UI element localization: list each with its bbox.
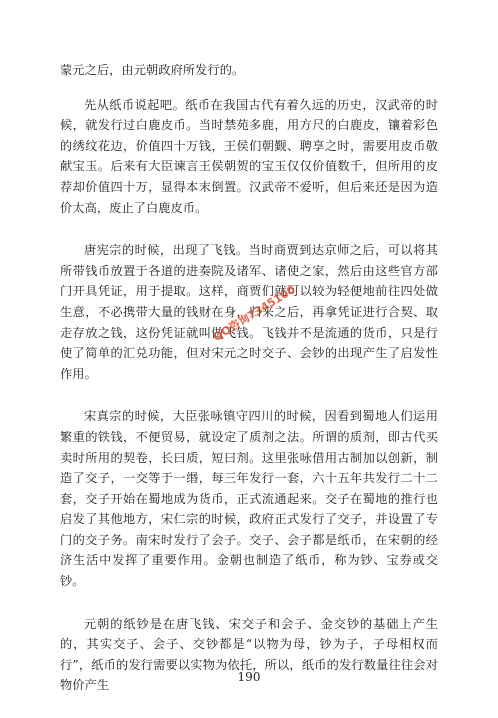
- paragraph-paper-money: 先从纸币说起吧。纸币在我国古代有着久远的历史，汉武帝的时候，就发行过白鹿皮币。当时禁苑多鹿，用方尺的白鹿皮，镶着彩色的绣纹花边，价值四十万钱，王侯们朝觐、聘享之时，需要用皮币敬献宝玉。后来有大臣谏言王侯朝贺的宝玉仅仅价值数千，但所用的皮荐却价值四十万，显得本末倒置。汉武帝不爱听，但后来还是因为造价太高，废止了白鹿皮币。: [60, 97, 438, 215]
- paragraph-continuation: 蒙元之后，由元朝政府所发行的。: [60, 63, 245, 77]
- paragraph-yuan-notes: 元朝的纸钞是在唐飞钱、宋交子和会子、金交钞的基础上产生的，其实交子、会子、交钞都是“以物为母，钞为子，子母相权而行”，纸币的发行需要以实物为依托，所以，纸币的发行数量往往会对物价产生: [60, 616, 438, 693]
- body-text: [60, 60, 438, 718]
- watermark-stamp: QQ咨询7345100: [210, 282, 298, 344]
- page-number: 190: [237, 670, 261, 684]
- paragraph-flying-money: 唐宪宗的时候，出现了飞钱。当时商贾到达京师之后，可以将其所带钱币放置于各道的进奏院及诸军、诸使之家，然后由这些官方部门开具凭证，用于提取。这样，商贾们就可以较为轻便地前往四处做生意，不必携带大量的钱财在身，归来之后，再拿凭证进行合契、取走存放之钱，这份凭证就叫做飞钱。飞钱并不是流通的货币，只是行使了简单的汇兑功能，但对宋元之时交子、会钞的出现产生了启发性作用。: [60, 243, 438, 381]
- paragraph-jiaozi: 宋真宗的时候，大臣张咏镇守四川的时候，因看到蜀地人们运用繁重的铁钱，不便贸易，就设定了质剂之法。所谓的质剂，即古代买卖时所用的契卷，长曰质，短曰剂。这里张咏借用古制加以创新，制造了交子，一交等于一缗，每三年发行一套，六十五年共发行二十二套，交子开始在蜀地成为货币，正式流通起来。交子在蜀地的推行也启发了其他地方，宋仁宗的时候，政府正式发行了交子，并设置了专门的交子务。南宋时发行了会子。交子、会子都是纸币，在宋朝的经济生活中发挥了重要作用。金朝也制造了纸币，称为钞、宝券或交钞。: [60, 409, 438, 589]
